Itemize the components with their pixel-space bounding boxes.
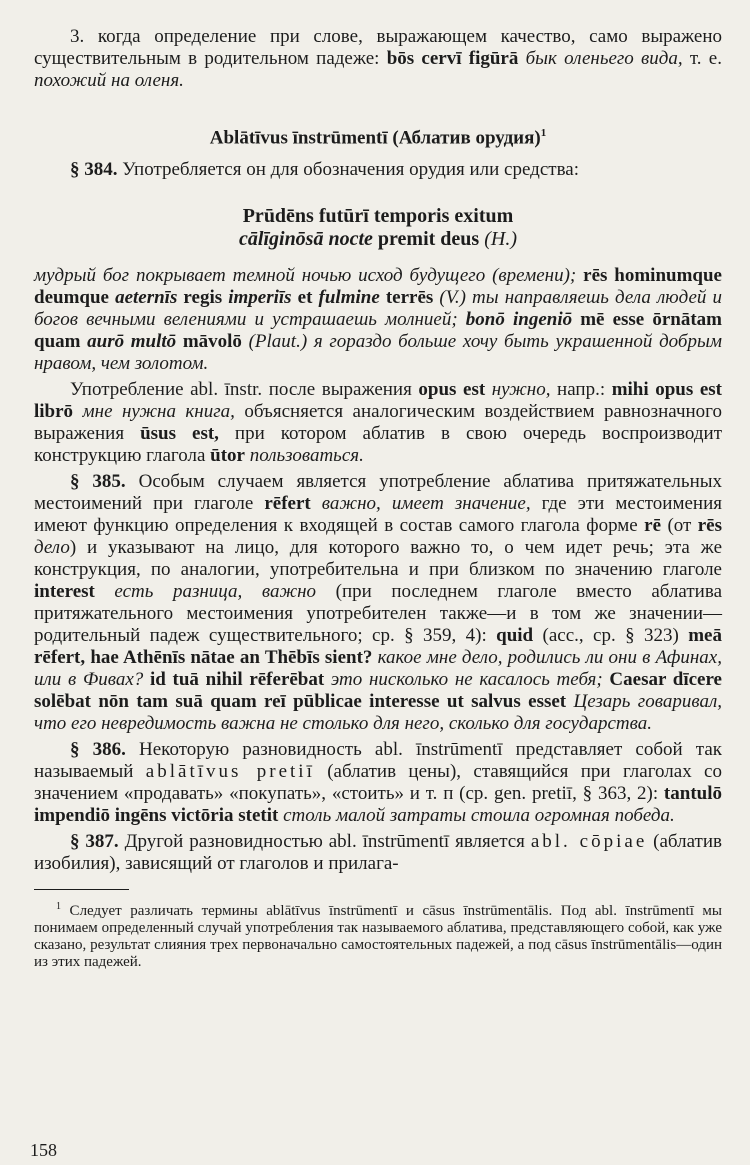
quote-line-1: Prūdēns futūrī temporis exitum: [242, 205, 514, 228]
footnote: [34, 898, 722, 971]
text: (аблатив цены), ставящийся при глаголах со значением «продавать» «покупать», «стоить» и т. п (ср. gen. pretiī, § 363, 2):: [34, 761, 722, 805]
paragraph-387: [34, 831, 722, 875]
latin: et: [291, 287, 319, 309]
text: (при последнем глаголе вместо аблатива притяжательного местоимения употребителен также—и в том же значении—родительный падеж существительного; ср. § 359, 4):: [34, 581, 723, 647]
text: Особым случаем является употребление аблатива притяжательных местоимений при глаголе: [34, 471, 723, 515]
translation: столь малой затраты стоила огромная победа.: [278, 805, 675, 827]
latin: ūtor: [210, 445, 245, 467]
latin: id tuā nihil rēferēbat: [143, 669, 325, 691]
quote-line-2: [34, 228, 722, 251]
text: Другой разновидностью abl. īnstrūmentī является: [118, 831, 531, 853]
translation: (Plaut.) я гораздо больше хочу быть украшенной добрым нравом, чем золотом.: [34, 331, 722, 375]
latin: regis: [177, 287, 229, 309]
text: т. е.: [682, 48, 722, 69]
section-heading: [34, 122, 722, 149]
section-number: § 384.: [70, 159, 118, 181]
text: (аблатив изобилия), зависящий от глаголов и прилага-: [34, 831, 722, 875]
translation: какое мне дело, родились ли они в Афинах, или в Фивах?: [34, 647, 722, 691]
translation: это нисколько не касалось тебя;: [324, 669, 603, 691]
latin: tantulō impendiō ingēns victōria stetit: [34, 783, 722, 827]
latin: mihi opus est librō: [34, 379, 722, 423]
paragraph-385: [34, 471, 722, 735]
term-spaced: abl. cōpiae: [530, 831, 648, 853]
latin: Caesar dīcere solēbat nōn tam suā quam reī pūblicae interesse ut salvus esset: [34, 669, 722, 713]
latin: māvolō: [176, 331, 249, 353]
paragraph-386: [34, 739, 722, 827]
latin-emphasis: bonō ingeniō: [457, 309, 573, 331]
latin: rēs hominumque deumque: [34, 265, 722, 309]
paragraph-rule-3: [34, 26, 722, 92]
page-number: 158: [30, 1140, 57, 1160]
section-number: § 386.: [70, 739, 126, 761]
translation: нужно,: [485, 379, 551, 401]
section-number: § 385.: [70, 471, 126, 493]
footnote-mark: 1: [540, 127, 547, 139]
paragraph-usage: [34, 379, 722, 467]
latin-quote: [34, 205, 722, 251]
text: где эти местоимения имеют функцию определения к входящей в состав самого глагола форме: [34, 493, 723, 537]
translation: (V.) ты направляешь дела людей и богов вечными велениями и устрашаешь молнией;: [34, 287, 723, 331]
paragraph-384: [34, 159, 722, 181]
latin: quid: [496, 625, 534, 647]
heading-title: Ablātīvus īnstrūmentī (Аблатив орудия): [209, 127, 541, 149]
translation: бык оленьего вида,: [518, 48, 683, 69]
latin: rēs: [697, 515, 722, 537]
text: premit deus: [372, 228, 485, 251]
latin: rēfert: [264, 493, 311, 515]
text: объясняется аналогическим воздействием равнозначного выражения: [34, 401, 722, 445]
translation: мне нужна книга,: [73, 401, 235, 423]
text: (acc., ср. § 323): [533, 625, 689, 647]
latin-emphasis: aurō multō: [87, 331, 177, 353]
footnote-divider: [34, 889, 129, 890]
text: Употребляется он для обозначения орудия или средства:: [117, 159, 580, 181]
translation: похожий на оленя.: [34, 70, 184, 91]
translation: есть разница, важно: [94, 581, 317, 603]
text: при котором аблатив в свою очередь воспроизводит конструкцию глагола: [34, 423, 723, 467]
latin: opus est: [418, 379, 486, 401]
section-number: § 387.: [70, 831, 119, 853]
term-spaced: ablātīvus pretiī: [145, 761, 315, 783]
latin: meā rēfert, hae Athēnīs nātae an Thēbīs sient?: [34, 625, 722, 669]
translation: дело: [34, 537, 70, 559]
text: напр.:: [550, 379, 612, 401]
translation: пользоваться.: [244, 445, 364, 467]
text: Употребление abl. īnstr. после выражения: [70, 379, 419, 401]
latin: mē esse ōrnātam quam: [34, 309, 723, 353]
quote-translation: [34, 265, 722, 375]
latin-example: bōs cervī figūrā: [386, 48, 519, 69]
text: 3. когда определение при слове, выражающем качество, само выражено существительным в родительном падеже:: [34, 26, 722, 69]
latin: interest: [34, 581, 95, 603]
translation: важно, имеет значение,: [310, 493, 531, 515]
latin-emphasis: fulmine: [318, 287, 380, 309]
text: Некоторую разновидность abl. īnstrūmentī представляет собой так называемый: [34, 739, 723, 783]
source: (H.): [484, 228, 517, 251]
footnote-text: Следует различать термины ablātīvus īnstrūmentī и cāsus īnstrūmentālis. Под abl. īnstrūmentī мы понимаем определенный случай употребления так называемого аблатива, представляющего собой, как уже сказано, результат слияния трех первоначально самостоятельных падежей, а под cāsus īnstrūmentālis—один из этих падежей.: [34, 903, 722, 971]
latin: ūsus est,: [140, 423, 219, 445]
latin: rē: [644, 515, 662, 537]
translation: Цезарь говаривал, что его невредимость важна не столько для него, сколько для государства.: [34, 691, 722, 735]
text: (от: [661, 515, 698, 537]
translation: мудрый бог покрывает темной ночью исход будущего (времени);: [34, 265, 577, 287]
latin: terrēs: [379, 287, 440, 309]
latin-emphasis: imperiīs: [228, 287, 292, 309]
text: ) и указывают на лицо, для которого важно то, о чем идет речь; эта же конструкция, по аналогии, употребительна и при близком по значению глаголе: [34, 537, 722, 581]
emphasis: cālīginōsā nocte: [239, 228, 373, 251]
footnote-mark: 1: [56, 901, 61, 913]
latin-emphasis: aeternīs: [115, 287, 178, 309]
